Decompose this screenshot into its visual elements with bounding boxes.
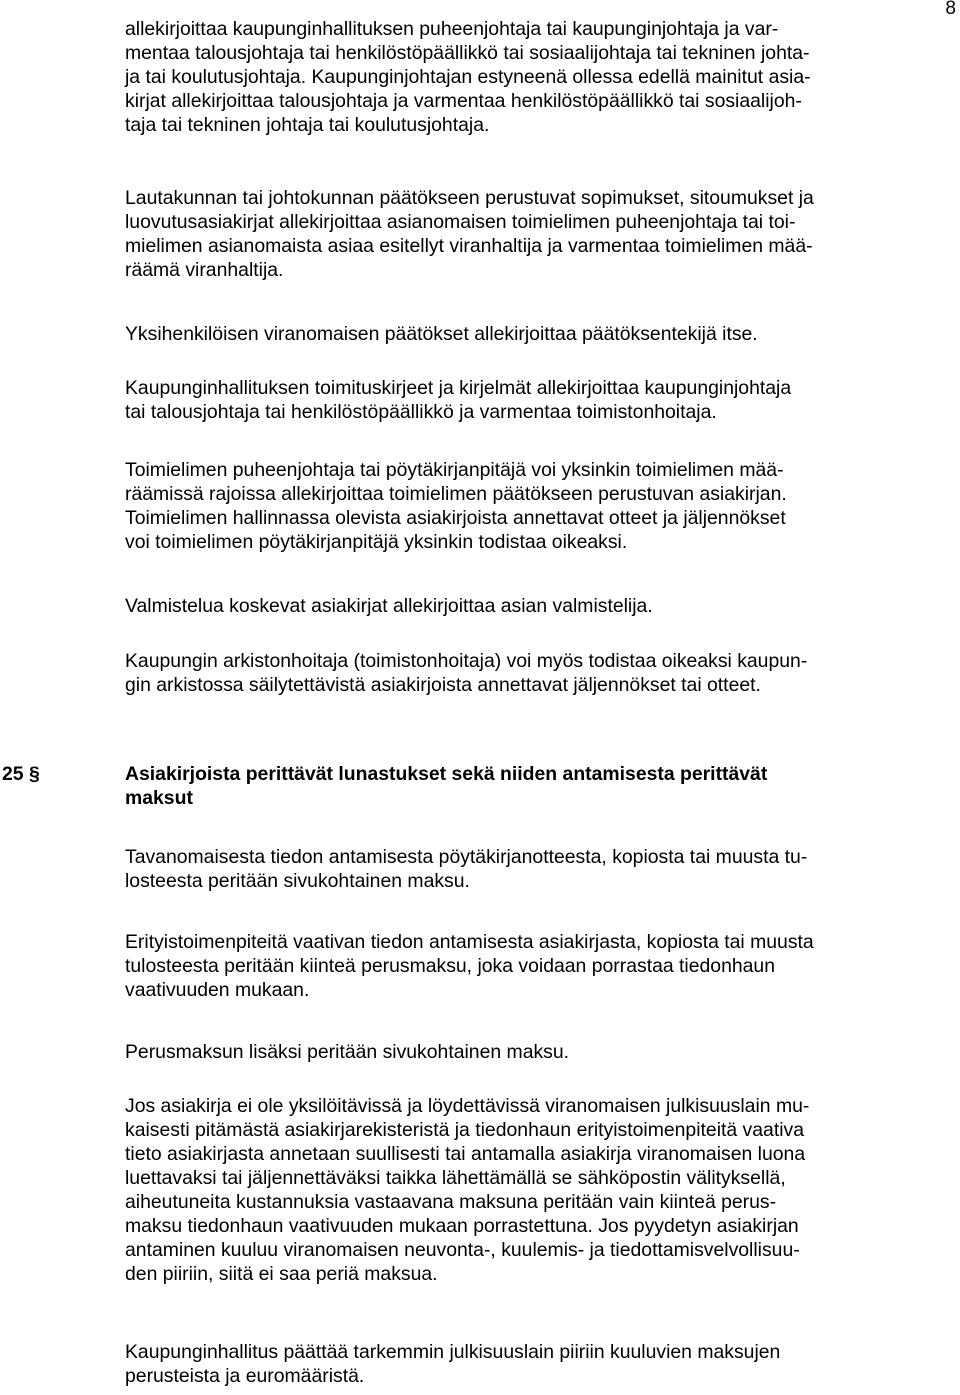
text-line: luettavaksi tai jäljennettäväksi taikka lähettämällä se sähköpostin välityksellä, (125, 1167, 786, 1189)
text-line: Perusmaksun lisäksi peritään sivukohtainen maksu. (125, 1041, 570, 1063)
text-line: gin arkistossa säilytettävistä asiakirjoista annettavat jäljennökset tai otteet. (125, 674, 761, 696)
text-line: Tavanomaisesta tiedon antamisesta pöytäkirjanotteesta, kopiosta tai muusta tu- (125, 846, 808, 868)
text-line: Toimielimen puheenjohtaja tai pöytäkirjanpitäjä voi yksinkin toimielimen mää- (125, 459, 784, 481)
text-line: vaativuuden mukaan. (125, 979, 310, 1001)
paragraph (125, 930, 955, 1002)
text-line: Toimielimen hallinnassa olevista asiakirjoista annettavat otteet ja jäljennökset (125, 507, 786, 529)
page-number: 8 (945, 0, 956, 19)
text-line: Erityistoimenpiteitä vaativan tiedon antamisesta asiakirjasta, kopiosta tai muusta (125, 931, 814, 953)
text-line: Kaupungin arkistonhoitaja (toimistonhoitaja) voi myös todistaa oikeaksi kaupun- (125, 650, 808, 672)
text-line: mielimen asianomaista asiaa esitellyt viranhaltija ja varmentaa toimielimen mää- (125, 235, 813, 257)
text-line: Kaupunginhallituksen toimituskirjeet ja kirjelmät allekirjoittaa kaupunginjohtaja (125, 377, 792, 399)
paragraph (125, 458, 955, 554)
text-line: den piiriin, siitä ei saa periä maksua. (125, 1263, 438, 1285)
text-line: Valmistelua koskevat asiakirjat allekirjoittaa asian valmistelija. (125, 595, 653, 617)
text-line: maksu tiedonhaun vaativuuden mukaan porrastettuna. Jos pyydetyn asiakirjan (125, 1215, 799, 1237)
text-line: perusteista ja euromääristä. (125, 1365, 365, 1387)
text-line: luovutusasiakirjat allekirjoittaa asianomaisen toimielimen puheenjohtaja tai toi- (125, 211, 796, 233)
text-line: taja tai tekninen johtaja tai koulutusjohtaja. (125, 114, 490, 136)
text-line: räämissä rajoissa allekirjoittaa toimielimen päätökseen perustuvan asiakirjan. (125, 483, 787, 505)
text-line: allekirjoittaa kaupunginhallituksen puheenjohtaja tai kaupunginjohtaja ja var- (125, 18, 779, 40)
paragraph (125, 649, 955, 697)
section-title-line: Asiakirjoista perittävät lunastukset sekä niiden antamisesta perittävät (125, 763, 768, 785)
paragraph (125, 186, 955, 282)
text-line: Jos asiakirja ei ole yksilöitävissä ja löydettävissä viranomaisen julkisuuslain mu- (125, 1095, 810, 1117)
text-line: Yksihenkilöisen viranomaisen päätökset allekirjoittaa päätöksentekijä itse. (125, 323, 758, 345)
text-line: ja tai koulutusjohtaja. Kaupunginjohtajan estyneenä ollessa edellä mainitut asia- (125, 66, 811, 88)
text-line: antaminen kuuluu viranomaisen neuvonta-, kuulemis- ja tiedottamisvelvollisuu- (125, 1239, 800, 1261)
text-line: kirjat allekirjoittaa talousjohtaja ja varmentaa henkilöstöpäällikkö tai sosiaalijoh- (125, 90, 802, 112)
section-number: 25 § (2, 763, 40, 785)
paragraph (125, 1040, 955, 1064)
text-line: kaisesti pitämästä asiakirjarekisteristä ja tiedonhaun erityistoimenpiteitä vaativa (125, 1119, 804, 1141)
text-line: losteesta peritään sivukohtainen maksu. (125, 870, 470, 892)
text-line: tieto asiakirjasta annetaan suullisesti tai antamalla asiakirja viranomaisen luona (125, 1143, 806, 1165)
paragraph (125, 1340, 955, 1388)
text-line: mentaa talousjohtaja tai henkilöstöpäällikkö tai sosiaalijohtaja tai tekninen johta- (125, 42, 810, 64)
paragraph (125, 845, 955, 893)
paragraph (125, 322, 955, 346)
text-line: tulosteesta peritään kiinteä perusmaksu, joka voidaan porrastaa tiedonhaun (125, 955, 776, 977)
section-title-line: maksut (125, 787, 193, 809)
text-line: Kaupunginhallitus päättää tarkemmin julkisuuslain piiriin kuuluvien maksujen (125, 1341, 781, 1363)
text-line: Lautakunnan tai johtokunnan päätökseen perustuvat sopimukset, sitoumukset ja (125, 187, 814, 209)
text-line: voi toimielimen pöytäkirjanpitäjä yksinkin todistaa oikeaksi. (125, 531, 628, 553)
paragraph (125, 1094, 955, 1286)
text-line: räämä viranhaltija. (125, 259, 284, 281)
text-line: tai talousjohtaja tai henkilöstöpäällikkö ja varmentaa toimistonhoitaja. (125, 401, 717, 423)
paragraph (125, 376, 955, 424)
section-title (125, 762, 955, 810)
paragraph (125, 594, 955, 618)
paragraph (125, 17, 955, 137)
text-line: aiheutuneita kustannuksia vastaavana maksuna peritään vain kiinteä perus- (125, 1191, 777, 1213)
